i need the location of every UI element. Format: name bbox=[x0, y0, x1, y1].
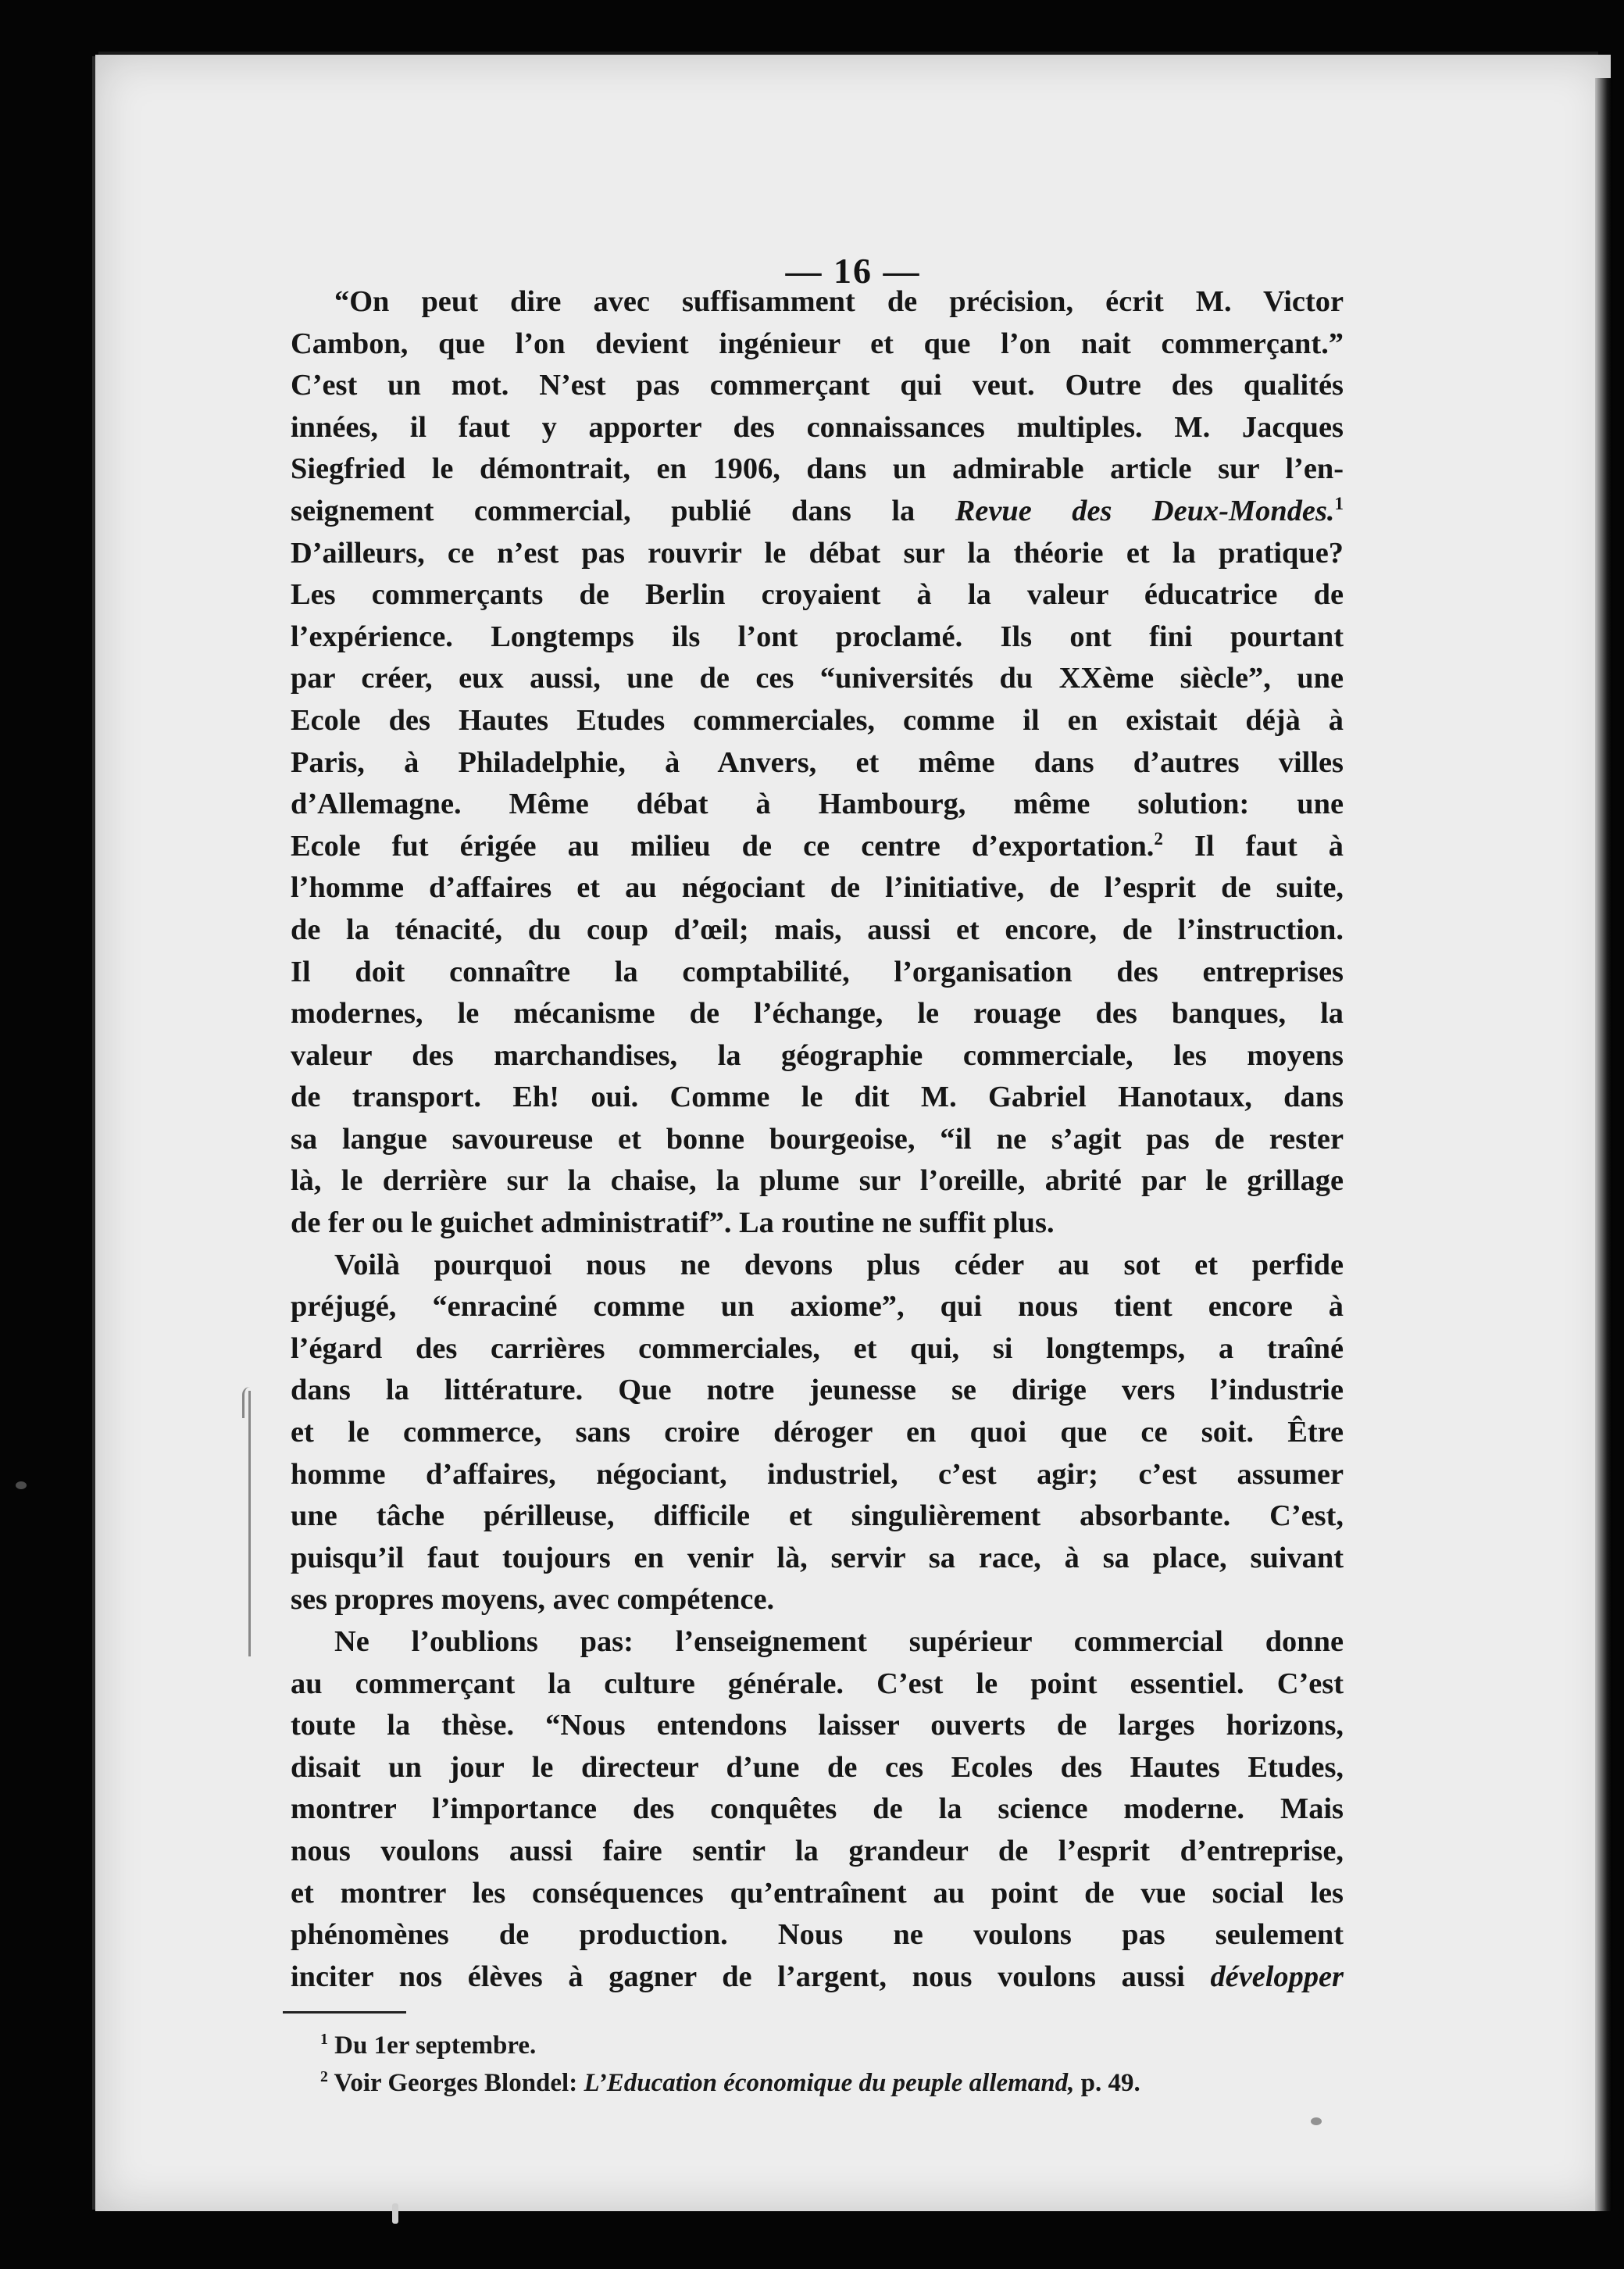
text-line bbox=[291, 1663, 1344, 1706]
text-line-content: une tâche périlleuse, difficile et singulièrement absorbante. C’est, bbox=[291, 1499, 1344, 1533]
text-line-content: et montrer les conséquences qu’entraînent au point de vue social les bbox=[291, 1876, 1344, 1910]
text-line-content: de fer ou le guichet administratif”. La routine ne suffit plus. bbox=[291, 1206, 1055, 1240]
text-line bbox=[291, 1077, 1344, 1119]
text-line bbox=[291, 1956, 1344, 1999]
text-line-content: sa langue savoureuse et bonne bourgeoise, “il ne s’agit pas de rester bbox=[291, 1122, 1344, 1156]
text-line-content: ses propres moyens, avec compétence. bbox=[291, 1583, 775, 1617]
footnote-rule bbox=[283, 2011, 406, 2014]
text-line-content: Voilà pourquoi nous ne devons plus céder au sot et perfide bbox=[334, 1248, 1344, 1281]
text-line bbox=[291, 323, 1344, 366]
text-line bbox=[291, 1538, 1344, 1580]
footnote-mark: 2 bbox=[320, 2068, 328, 2085]
text-line bbox=[291, 742, 1344, 784]
text-line-content: préjugé, “enraciné comme un axiome”, qui nous tient encore à bbox=[291, 1290, 1344, 1324]
text-line-content: Les commerçants de Berlin croyaient à la valeur éducatrice de bbox=[291, 578, 1344, 612]
text-line bbox=[291, 658, 1344, 700]
text-line bbox=[291, 1621, 1344, 1663]
text-line-content: modernes, le mécanisme de l’échange, le rouage des banques, la bbox=[291, 997, 1344, 1031]
text-line bbox=[291, 1873, 1344, 1915]
text-line-content: et le commerce, sans croire déroger en quoi que ce soit. Être bbox=[291, 1416, 1344, 1449]
text-line bbox=[291, 1914, 1344, 1956]
text-line bbox=[291, 909, 1344, 952]
text-line bbox=[291, 574, 1344, 616]
text-line-content: l’égard des carrières commerciales, et qui, si longtemps, a traîné bbox=[291, 1331, 1344, 1365]
text-line-content: phénomènes de production. Nous ne voulons pas seulement bbox=[291, 1918, 1344, 1952]
text-line bbox=[291, 1412, 1344, 1454]
text-line-content: homme d’affaires, négociant, industriel, c’est agir; c’est assumer bbox=[291, 1457, 1344, 1491]
text-line bbox=[291, 616, 1344, 659]
text-line bbox=[291, 491, 1344, 533]
footnote-text: Du 1er septembre. bbox=[334, 2031, 537, 2060]
text-line bbox=[291, 1454, 1344, 1496]
text-line bbox=[291, 867, 1344, 909]
text-line bbox=[291, 365, 1344, 407]
text-line bbox=[291, 281, 1344, 323]
footnote-italic-title: L’Education économique du peuple allemand, bbox=[584, 2069, 1075, 2097]
italic-title: Revue des Deux-Mondes. bbox=[955, 494, 1335, 527]
footnote bbox=[320, 2027, 1344, 2064]
text-line-content: “On peut dire avec suffisamment de précision, écrit M. Victor bbox=[334, 285, 1344, 318]
text-line bbox=[291, 784, 1344, 826]
text-line-content: valeur des marchandises, la géographie commerciale, les moyens bbox=[291, 1038, 1344, 1072]
text-line-content: de transport. Eh! oui. Comme le dit M. Gabriel Hanotaux, dans bbox=[291, 1081, 1344, 1114]
margin-pencil-line bbox=[248, 1391, 255, 1656]
text-line bbox=[291, 1788, 1344, 1831]
footnote-text: p. 49. bbox=[1074, 2069, 1140, 2097]
text-line bbox=[291, 1328, 1344, 1370]
text-line-content: dans la littérature. Que notre jeunesse se dirige vers l’industrie bbox=[291, 1374, 1344, 1407]
text-line-content: puisqu’il faut toujours en venir là, servir sa race, à sa place, suivant bbox=[291, 1541, 1344, 1574]
text-line-content: Il doit connaître la comptabilité, l’organisation des entreprises bbox=[291, 955, 1344, 988]
text-line bbox=[291, 1035, 1344, 1077]
text-line-content: innées, il faut y apporter des connaissances multiples. M. Jacques bbox=[291, 410, 1344, 444]
text-line-content: disait un jour le directeur d’une de ces Ecoles des Hautes Etudes, bbox=[291, 1750, 1344, 1784]
text-line bbox=[291, 533, 1344, 575]
text-line bbox=[291, 952, 1344, 994]
body-text bbox=[291, 281, 1344, 1998]
text-line-content: seignement commercial, publié dans la bbox=[291, 494, 955, 527]
text-line-content: toute la thèse. “Nous entendons laisser ouverts de larges horizons, bbox=[291, 1709, 1344, 1742]
text-line bbox=[291, 1245, 1344, 1287]
text-line-content: C’est un mot. N’est pas commerçant qui veut. Outre des qualités bbox=[291, 369, 1344, 402]
text-line bbox=[291, 1286, 1344, 1328]
text-line-content: Ne l’oublions pas: l’enseignement supérieur commercial donne bbox=[334, 1625, 1344, 1658]
text-line bbox=[291, 1495, 1344, 1538]
text-line-content: là, le derrière sur la chaise, la plume sur l’oreille, abrité par le grillage bbox=[291, 1164, 1344, 1198]
text-line-content: l’homme d’affaires et au négociant de l’initiative, de l’esprit de suite, bbox=[291, 871, 1344, 905]
text-line-content: Cambon, que l’on devient ingénieur et que l’on nait commerçant.” bbox=[291, 327, 1344, 360]
text-line bbox=[291, 993, 1344, 1035]
text-line bbox=[291, 700, 1344, 742]
text-line bbox=[291, 1747, 1344, 1789]
scan-smudge bbox=[16, 1481, 27, 1489]
text-line-content: par créer, eux aussi, une de ces “universités du XXème siècle”, une bbox=[291, 662, 1344, 695]
text-line bbox=[291, 1160, 1344, 1202]
text-line-content: Ecole fut érigée au milieu de ce centre d’exportation. bbox=[291, 829, 1155, 863]
text-line bbox=[291, 826, 1344, 868]
footnote-text: Voir Georges Blondel: bbox=[334, 2069, 584, 2097]
text-line-content: inciter nos élèves à gagner de l’argent, nous voulons aussi bbox=[291, 1960, 1211, 1993]
scan-smudge bbox=[1311, 2117, 1322, 2125]
text-line-content: Paris, à Philadelphie, à Anvers, et même dans d’autres villes bbox=[291, 745, 1344, 779]
text-line bbox=[291, 1119, 1344, 1161]
footnote-reference: 1 bbox=[1334, 493, 1344, 514]
text-line bbox=[291, 1705, 1344, 1747]
scan-mark bbox=[392, 2203, 398, 2224]
text-line-content: nous voulons aussi faire sentir la grandeur de l’esprit d’entreprise, bbox=[291, 1834, 1344, 1867]
text-line bbox=[291, 1202, 1344, 1245]
text-line-content: l’expérience. Longtemps ils l’ont proclamé. Ils ont fini pourtant bbox=[291, 620, 1344, 653]
text-line-content: Ecole des Hautes Etudes commerciales, comme il en existait déjà à bbox=[291, 703, 1344, 737]
text-line bbox=[291, 407, 1344, 449]
italic-title: développer bbox=[1210, 1960, 1344, 1993]
text-line-content: D’ailleurs, ce n’est pas rouvrir le débat sur la théorie et la pratique? bbox=[291, 536, 1344, 570]
text-line bbox=[291, 448, 1344, 491]
footnote bbox=[320, 2064, 1344, 2102]
text-line-content: Il faut à bbox=[1162, 829, 1344, 863]
text-line bbox=[291, 1579, 1344, 1621]
text-line-content: au commerçant la culture générale. C’est le point essentiel. C’est bbox=[291, 1667, 1344, 1700]
page-right-edge bbox=[1595, 78, 1612, 2211]
text-line-content: d’Allemagne. Même débat à Hambourg, même solution: une bbox=[291, 788, 1344, 821]
page-number: — 16 — bbox=[785, 251, 921, 291]
footnote-mark: 1 bbox=[320, 2031, 328, 2048]
text-line-content: de la ténacité, du coup d’œil; mais, aussi et encore, de l’instruction. bbox=[291, 913, 1344, 946]
text-line-content: montrer l’importance des conquêtes de la science moderne. Mais bbox=[291, 1792, 1344, 1826]
text-line bbox=[291, 1370, 1344, 1412]
text-line-content: Siegfried le démontrait, en 1906, dans un admirable article sur l’en- bbox=[291, 452, 1344, 486]
footnotes bbox=[320, 2027, 1344, 2102]
footnote-reference: 2 bbox=[1154, 827, 1163, 849]
text-line bbox=[291, 1831, 1344, 1873]
